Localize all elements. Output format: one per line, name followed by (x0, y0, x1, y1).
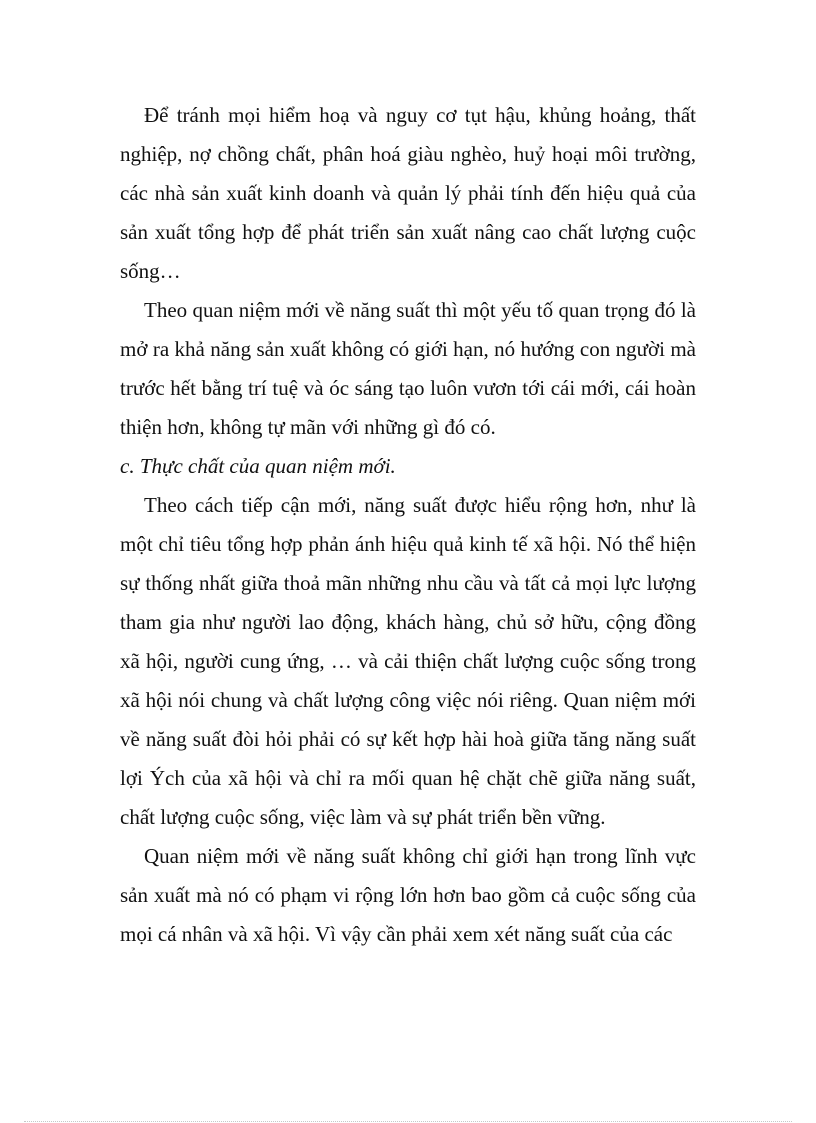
document-body (120, 96, 696, 954)
section-heading: c. Thực chất của quan niệm mới. (120, 454, 396, 478)
paragraph-4: Quan niệm mới về năng suất không chỉ giới hạn trong lĩnh vực sản xuất mà nó có phạm vi rộng lớn hơn bao gồm cả cuộc sống của mọi cá nhân và xã hội. Vì vậy cần phải xem xét năng suất của các (120, 844, 696, 946)
page-bottom-divider (24, 1121, 792, 1122)
paragraph-1: Để tránh mọi hiểm hoạ và nguy cơ tụt hậu, khủng hoảng, thất nghiệp, nợ chồng chất, phân hoá giàu nghèo, huỷ hoại môi trường, các nhà sản xuất kinh doanh và quản lý phải tính đến hiệu quả của sản xuất tổng hợp để phát triển sản xuất nâng cao chất lượng cuộc sống… (120, 103, 696, 283)
paragraph-2: Theo quan niệm mới về năng suất thì một yếu tố quan trọng đó là mở ra khả năng sản xuất không có giới hạn, nó hướng con người mà trước hết bằng trí tuệ và óc sáng tạo luôn vươn tới cái mới, cái hoàn thiện hơn, không tự mãn với những gì đó có. (120, 298, 696, 439)
paragraph-3: Theo cách tiếp cận mới, năng suất được hiểu rộng hơn, như là một chỉ tiêu tổng hợp phản ánh hiệu quả kinh tế xã hội. Nó thể hiện sự thống nhất giữa thoả mãn những nhu cầu và tất cả mọi lực lượng tham gia như người lao động, khách hàng, chủ sở hữu, cộng đồng xã hội, người cung ứng, … và cải thiện chất lượng cuộc sống trong xã hội nói chung và chất lượng công việc nói riêng. Quan niệm mới về năng suất đòi hỏi phải có sự kết hợp hài hoà giữa tăng năng suất lợi Ých của xã hội và chỉ ra mối quan hệ chặt chẽ giữa năng suất, chất lượng cuộc sống, việc làm và sự phát triển bền vững. (120, 493, 696, 829)
